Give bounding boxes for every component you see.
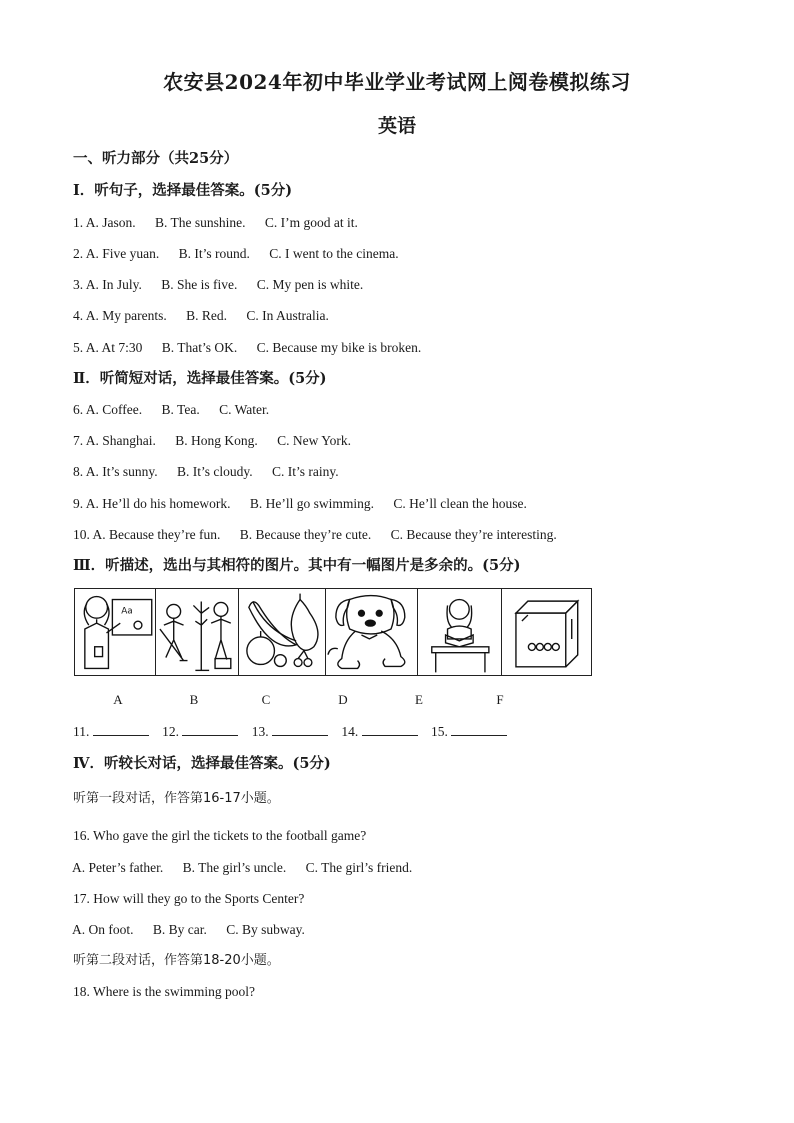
option-b: B. She is five. xyxy=(161,277,238,292)
option-c: C. Because they’re interesting. xyxy=(390,527,557,542)
option-b: B. That’s OK. xyxy=(161,340,238,355)
section4-heading: Ⅳ．听较长对话，选择最佳答案。(5分) xyxy=(73,755,331,772)
question-number: 2. xyxy=(73,246,84,261)
option-a: A. Coffee. xyxy=(85,402,143,417)
question-5 xyxy=(73,339,421,357)
picture-label-c: C xyxy=(261,692,271,707)
option-a: A. At 7:30 xyxy=(85,340,143,355)
picture-label-f: F xyxy=(496,692,504,707)
option-a: A. Peter’s father. xyxy=(72,860,164,875)
svg-text:Aa: Aa xyxy=(121,606,133,617)
option-c: C. By subway. xyxy=(226,922,305,937)
option-b: B. By car. xyxy=(152,922,207,937)
answer-blank[interactable] xyxy=(451,723,507,736)
question-16: 16. Who gave the girl the tickets to the football game? xyxy=(73,828,367,843)
fruit-basket-icon xyxy=(239,589,326,675)
question-17: 17. How will they go to the Sports Center? xyxy=(73,891,305,906)
section3-heading: Ⅲ．听描述，选出与其相符的图片。其中有一幅图片是多余的。(5分) xyxy=(73,557,521,574)
teacher-at-blackboard-icon xyxy=(75,589,156,675)
question-10 xyxy=(73,526,557,544)
option-b: B. It’s cloudy. xyxy=(177,464,253,479)
glass-box-icon xyxy=(502,589,591,675)
picture-strip xyxy=(74,588,592,676)
option-c: C. He’ll clean the house. xyxy=(393,496,527,511)
question-8 xyxy=(73,463,339,481)
question-number: 3. xyxy=(73,277,84,292)
option-c: C. It’s rainy. xyxy=(272,464,339,479)
option-a: A. On foot. xyxy=(72,922,134,937)
answer-blank[interactable] xyxy=(272,723,328,736)
blank-number: 14. xyxy=(341,724,359,739)
picture-label-e: E xyxy=(415,692,423,707)
option-a: A. My parents. xyxy=(85,308,167,323)
picture-label-d: D xyxy=(338,692,348,707)
option-a: A. Jason. xyxy=(85,215,136,230)
option-a: A. Because they’re fun. xyxy=(92,527,221,542)
question-number: 7. xyxy=(73,433,84,448)
kids-planting-tree-icon xyxy=(156,589,240,675)
question-16-options xyxy=(72,859,412,877)
question-number: 4. xyxy=(73,308,84,323)
option-c: C. In Australia. xyxy=(246,308,329,323)
dog-icon xyxy=(326,589,418,675)
question-number: 6. xyxy=(73,402,84,417)
picture-label-b: B xyxy=(189,692,199,707)
question-6 xyxy=(73,401,269,419)
option-b: B. He’ll go swimming. xyxy=(249,496,374,511)
question-number: 10. xyxy=(73,527,90,542)
option-b: B. Because they’re cute. xyxy=(239,527,372,542)
dialog1-intro: 听第一段对话，作答第16-17小题。 xyxy=(73,791,280,806)
option-c: C. Because my bike is broken. xyxy=(256,340,422,355)
option-c: C. I’m good at it. xyxy=(264,215,358,230)
option-a: A. He’ll do his homework. xyxy=(85,496,231,511)
option-a: A. In July. xyxy=(85,277,142,292)
option-b: B. Tea. xyxy=(161,402,200,417)
question-number: 5. xyxy=(73,340,84,355)
option-c: C. Water. xyxy=(219,402,270,417)
question-3 xyxy=(73,276,363,294)
question-7 xyxy=(73,432,351,450)
blank-number: 15. xyxy=(431,724,448,739)
option-b: B. The girl’s uncle. xyxy=(182,860,287,875)
option-b: B. Hong Kong. xyxy=(175,433,258,448)
option-b: B. It’s round. xyxy=(178,246,250,261)
section1-heading: Ⅰ．听句子，选择最佳答案。(5分) xyxy=(73,182,293,199)
question-9 xyxy=(73,495,527,513)
question-number: 9. xyxy=(73,496,84,511)
option-a: A. Five yuan. xyxy=(85,246,160,261)
section2-heading: Ⅱ．听简短对话，选择最佳答案。(5分) xyxy=(73,370,327,387)
answer-blanks xyxy=(73,723,517,740)
option-c: C. I went to the cinema. xyxy=(269,246,399,261)
question-4 xyxy=(73,307,329,325)
option-c: C. My pen is white. xyxy=(256,277,364,292)
question-1 xyxy=(73,214,358,232)
blank-number: 13. xyxy=(251,724,269,739)
option-c: C. New York. xyxy=(277,433,352,448)
option-a: A. It’s sunny. xyxy=(85,464,158,479)
girl-reading-icon xyxy=(418,589,503,675)
option-b: B. Red. xyxy=(186,308,228,323)
answer-blank[interactable] xyxy=(93,723,149,736)
question-18: 18. Where is the swimming pool? xyxy=(73,984,255,999)
question-17-options xyxy=(72,921,305,939)
part1-heading: 一、听力部分（共25分） xyxy=(73,150,239,167)
question-number: 1. xyxy=(73,215,84,230)
page-title: 农安县2024年初中毕业学业考试网上阅卷模拟练习 xyxy=(163,70,631,94)
blank-number: 12. xyxy=(162,724,179,739)
blank-number: 11. xyxy=(73,724,90,739)
dialog2-intro: 听第二段对话，作答第18-20小题。 xyxy=(73,953,280,968)
picture-label-a: A xyxy=(113,692,123,707)
option-b: B. The sunshine. xyxy=(155,215,246,230)
answer-blank[interactable] xyxy=(362,723,418,736)
question-number: 8. xyxy=(73,464,84,479)
question-2 xyxy=(73,245,399,263)
subject-title: 英语 xyxy=(377,115,416,137)
option-a: A. Shanghai. xyxy=(85,433,156,448)
answer-blank[interactable] xyxy=(182,723,238,736)
option-c: C. The girl’s friend. xyxy=(305,860,413,875)
